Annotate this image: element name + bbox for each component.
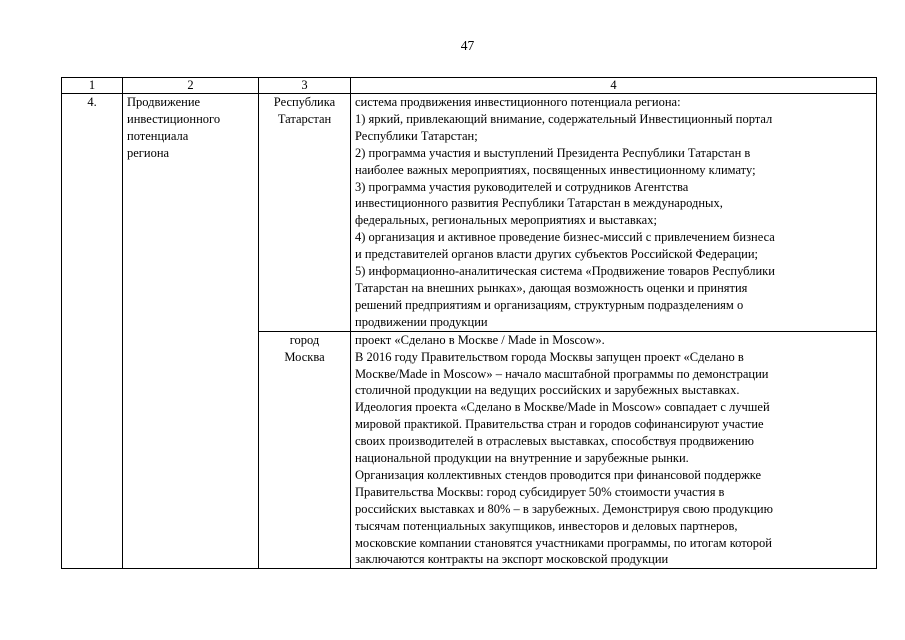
description-line: проект «Сделано в Москве / Made in Moscow».	[355, 332, 605, 347]
description-line: Правительства Москвы: город субсидирует 50% стоимости участия в	[355, 484, 725, 499]
document-table	[61, 77, 877, 569]
description-line: продвижении продукции	[355, 314, 488, 329]
region-line: Татарстан	[277, 111, 332, 126]
region-line: Москва	[284, 349, 325, 364]
description-cell-moscow	[351, 331, 877, 569]
description-line: своих производителей в отраслевых выставках, способствуя продвижению	[355, 434, 755, 449]
description-line: столичной продукции на ведущих российских и зарубежных выставках.	[355, 383, 740, 398]
description-line: мировой практикой. Правительства стран и городов софинансируют участие	[355, 417, 764, 432]
page-number: 47	[460, 38, 475, 53]
description-line: В 2016 году Правительством города Москвы запущен проект «Сделано в	[355, 349, 744, 364]
description-line: тысячам потенциальных закупщиков, инвесторов и деловых партнеров,	[355, 518, 738, 533]
description-line: решений предприятиям и организациям, структурным подразделениям о	[355, 297, 744, 312]
column-header-3: 3	[259, 78, 351, 94]
description-line: Республики Татарстан;	[355, 128, 478, 143]
description-line: наиболее важных мероприятиях, посвященных инвестиционному климату;	[355, 162, 756, 177]
description-line: 1) яркий, привлекающий внимание, содержательный Инвестиционный портал	[355, 111, 773, 126]
measure-line: региона	[127, 145, 170, 160]
column-header-2: 2	[123, 78, 259, 94]
description-line: федеральных, региональных мероприятиях и выставках;	[355, 213, 657, 228]
description-line: инвестиционного развития Республики Татарстан в международных,	[355, 196, 723, 211]
description-line: 4) организация и активное проведение бизнес-миссий с привлечением бизнеса	[355, 230, 775, 245]
row-number-cell: 4.	[62, 94, 123, 569]
description-line: и представителей органов власти других субъектов Российской Федерации;	[355, 247, 759, 262]
description-line: 3) программа участия руководителей и сотрудников Агентства	[355, 179, 689, 194]
table-header-row	[62, 78, 877, 94]
description-line: национальной продукции на внутренние и зарубежные рынки.	[355, 451, 689, 466]
description-line: 2) программа участия и выступлений Президента Республики Татарстан в	[355, 145, 751, 160]
region-cell-tatarstan	[259, 94, 351, 332]
description-line: Татарстан на внешних рынках», дающая возможность оценки и принятия	[355, 280, 748, 295]
table-row	[62, 94, 877, 332]
description-line: российских выставках и 80% – в зарубежных. Демонстрируя свою продукцию	[355, 501, 773, 516]
measure-line: потенциала	[127, 128, 189, 143]
column-header-4: 4	[351, 78, 877, 94]
measure-line: инвестиционного	[127, 111, 221, 126]
description-line: московские компании становятся участниками программы, по итогам которой	[355, 535, 772, 550]
description-line: заключаются контракты на экспорт московской продукции	[355, 552, 669, 567]
column-header-1: 1	[62, 78, 123, 94]
region-line: город	[289, 332, 320, 347]
description-cell-tatarstan	[351, 94, 877, 332]
region-line: Республика	[273, 95, 336, 109]
measure-cell	[123, 94, 259, 569]
measure-line: Продвижение	[127, 95, 201, 109]
region-cell-moscow	[259, 331, 351, 569]
description-line: Организация коллективных стендов проводится при финансовой поддержке	[355, 467, 762, 482]
description-line: 5) информационно-аналитическая система «Продвижение товаров Республики	[355, 264, 775, 279]
description-line: Идеология проекта «Сделано в Москве/Made in Moscow» совпадает с лучшей	[355, 400, 770, 415]
description-line: система продвижения инвестиционного потенциала региона:	[355, 95, 681, 109]
description-line: Москве/Made in Moscow» – начало масштабной программы по демонстрации	[355, 366, 769, 381]
